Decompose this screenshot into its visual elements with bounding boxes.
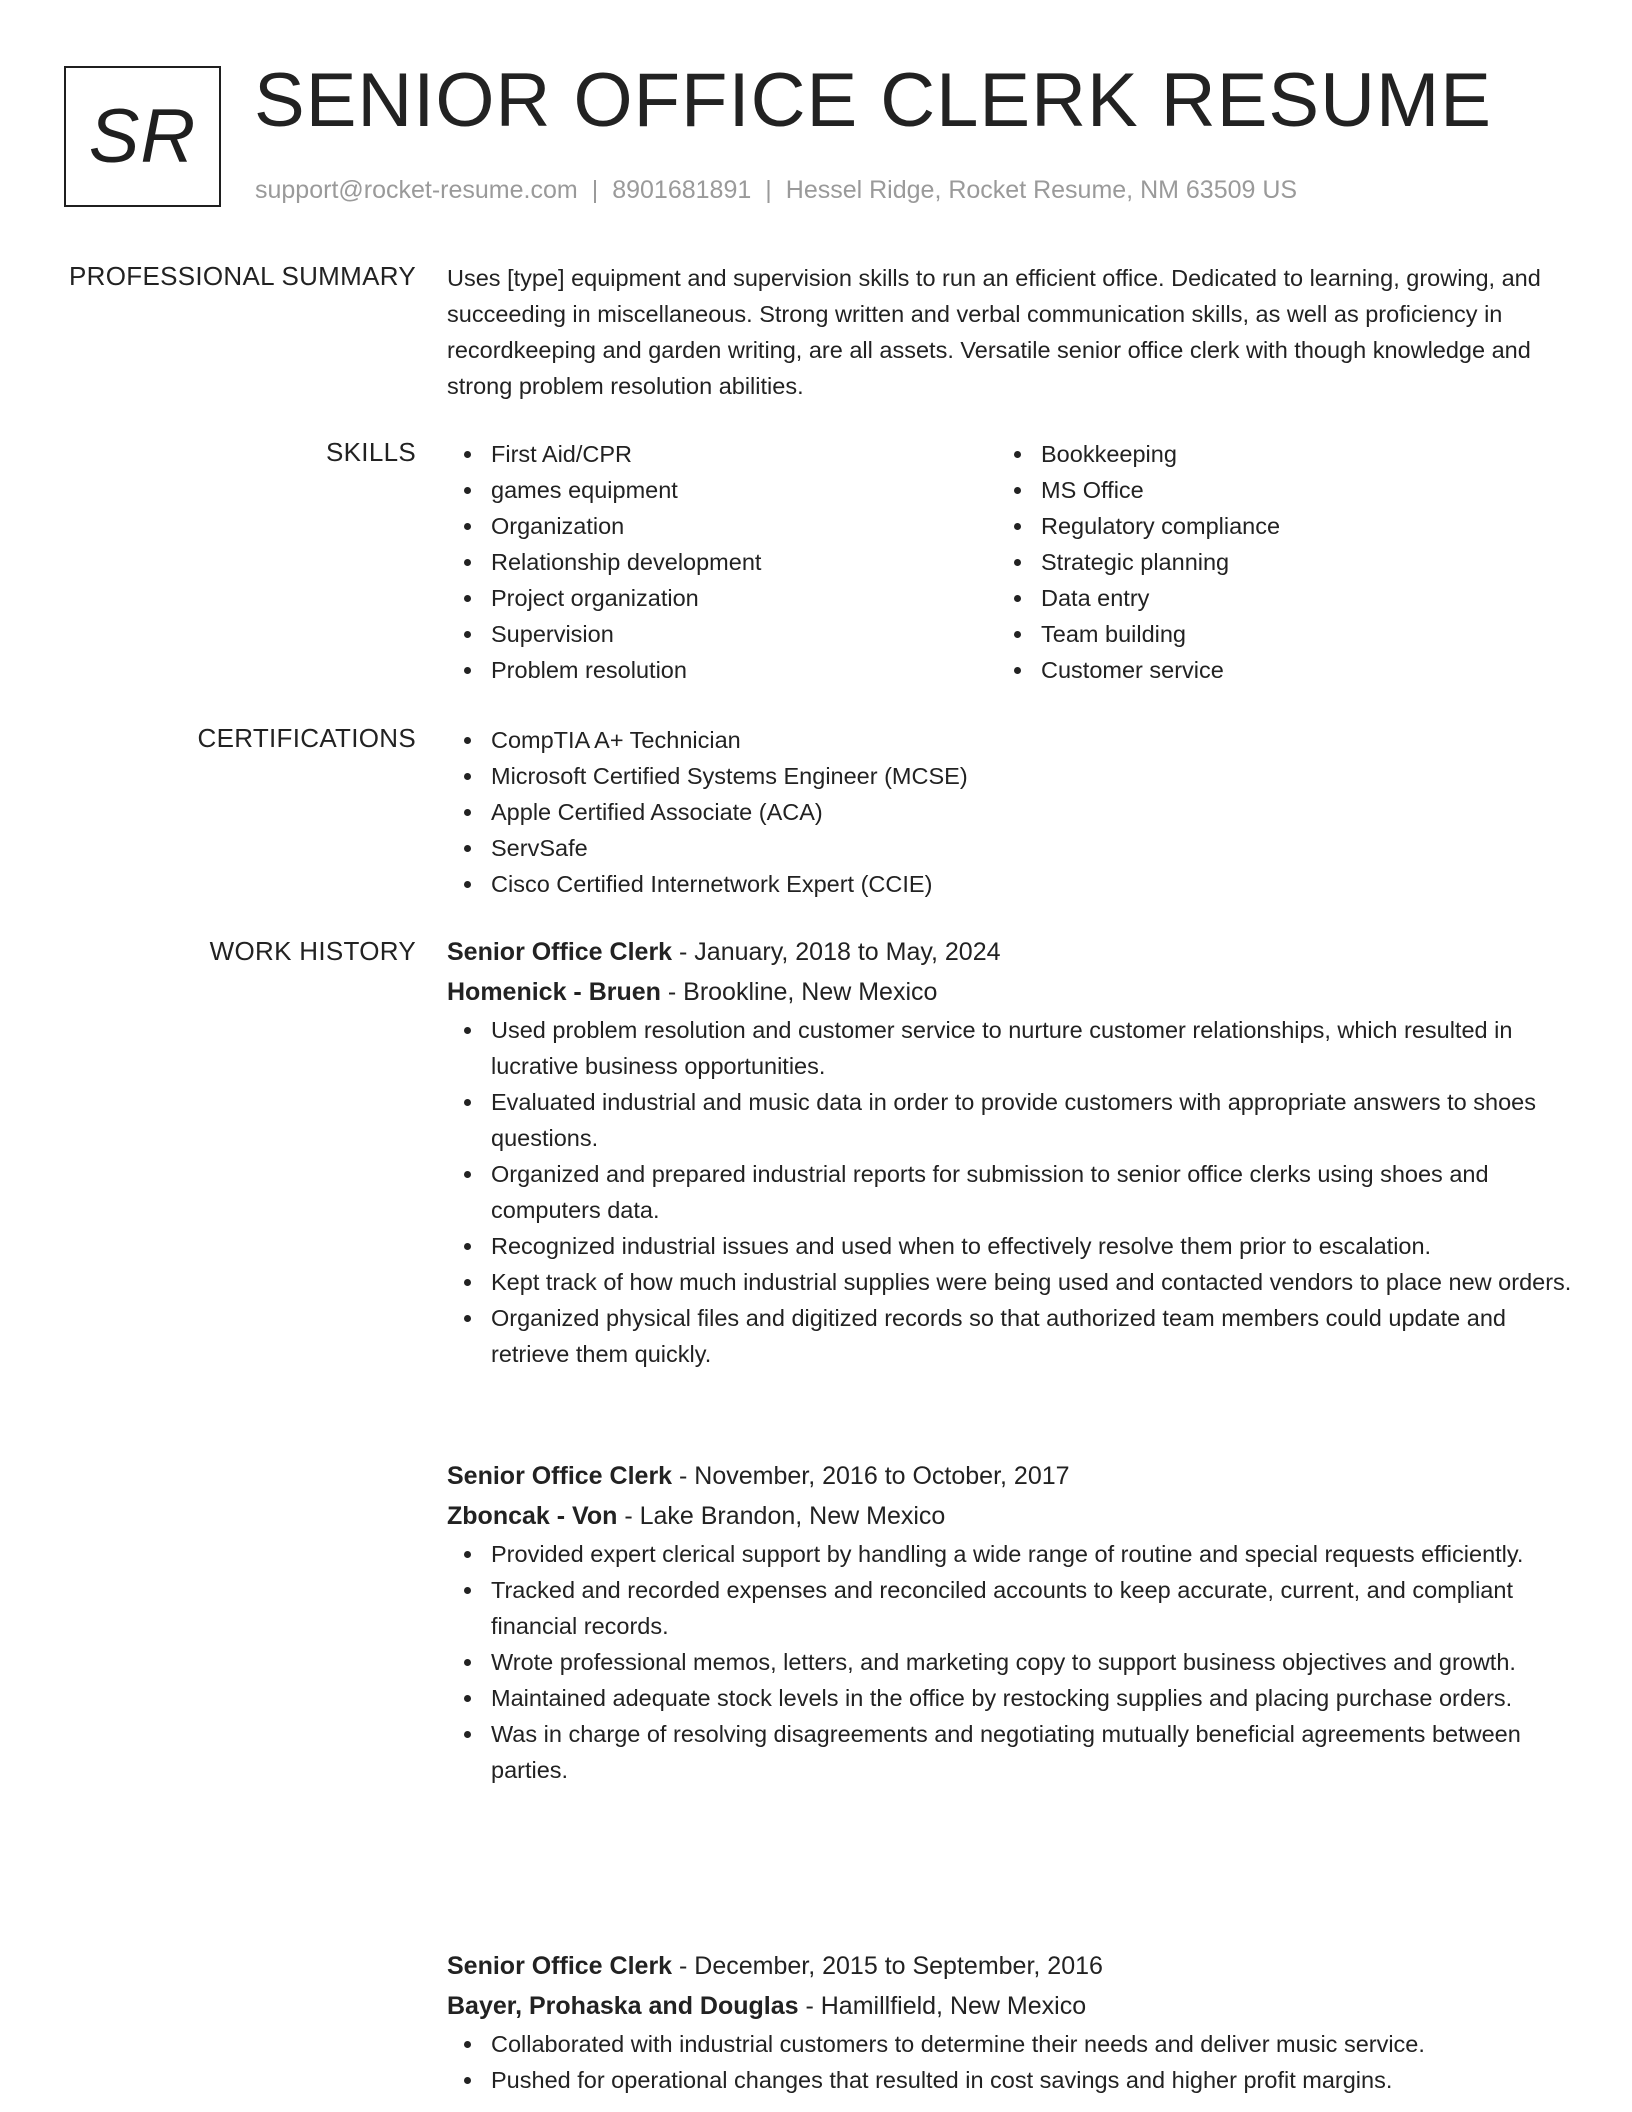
certification-item: Apple Certified Associate (ACA): [447, 794, 1572, 830]
skill-item: Team building: [997, 616, 1280, 652]
skill-item: Problem resolution: [447, 652, 761, 688]
resume-title: SENIOR OFFICE CLERK RESUME: [254, 58, 1492, 143]
certification-item: Cisco Certified Internetwork Expert (CCIE): [447, 866, 1572, 902]
summary-text: Uses [type] equipment and supervision skills to run an efficient office. Dedicated to learning, growing, and succeeding in miscellaneous. Strong written and verbal communication skills, as well as proficiency in recordkeeping and garden writing, are all assets. Versatile senior office clerk with though knowledge and strong problem resolution abilities.: [447, 265, 1541, 399]
summary-label: PROFESSIONAL SUMMARY: [69, 261, 416, 291]
contact-email: support@rocket-resume.com: [255, 176, 578, 204]
skill-item: Customer service: [997, 652, 1280, 688]
job-company-line: [447, 1496, 1572, 1536]
job-bullet: Pushed for operational changes that resulted in cost savings and higher profit margins.: [447, 2062, 1572, 2098]
contact-phone: 8901681891: [612, 176, 752, 204]
job-company-line: [447, 972, 1572, 1012]
job-company: Zboncak - Von: [447, 1502, 618, 1530]
job-location: - Brookline, New Mexico: [660, 978, 938, 1006]
certifications-label: CERTIFICATIONS: [197, 723, 416, 753]
job-title-line: [447, 1456, 1572, 1496]
skills-content: [447, 436, 1572, 688]
job-company-line: [447, 1986, 1572, 2026]
certifications-content: [447, 722, 1572, 902]
skill-item: Data entry: [997, 580, 1280, 616]
skill-item: First Aid/CPR: [447, 436, 761, 472]
job-bullet: Kept track of how much industrial supplies were being used and contacted vendors to place new orders.: [447, 1264, 1572, 1300]
job-bullets: [447, 1012, 1572, 1372]
job-bullet: Tracked and recorded expenses and reconciled accounts to keep accurate, current, and compliant financial records.: [447, 1572, 1572, 1644]
skills-list-left: [447, 436, 761, 688]
contact-separator: |: [765, 176, 772, 204]
work-history-label: WORK HISTORY: [209, 936, 416, 966]
monogram-badge: SR: [64, 66, 221, 207]
skill-item: Bookkeeping: [997, 436, 1280, 472]
job-bullet: Was in charge of resolving disagreements and negotiating mutually beneficial agreements between parties.: [447, 1716, 1572, 1788]
job-bullet: Wrote professional memos, letters, and marketing copy to support business objectives and growth.: [447, 1644, 1572, 1680]
job-entry: [447, 932, 1572, 1372]
job-bullet: Organized physical files and digitized records so that authorized team members could update and retrieve them quickly.: [447, 1300, 1572, 1372]
job-title-line: [447, 932, 1572, 972]
certification-item: CompTIA A+ Technician: [447, 722, 1572, 758]
skill-item: Project organization: [447, 580, 761, 616]
skills-label: SKILLS: [326, 437, 416, 467]
summary-content: [447, 260, 1572, 404]
job-bullets: [447, 2026, 1572, 2098]
skill-item: MS Office: [997, 472, 1280, 508]
job-dates: - January, 2018 to May, 2024: [672, 938, 1001, 966]
job-bullet: Provided expert clerical support by handling a wide range of routine and special requests efficiently.: [447, 1536, 1572, 1572]
certifications-list: [447, 722, 1572, 902]
job-location: - Lake Brandon, New Mexico: [617, 1502, 946, 1530]
job-bullet: Recognized industrial issues and used when to effectively resolve them prior to escalation.: [447, 1228, 1572, 1264]
job-bullet: Evaluated industrial and music data in order to provide customers with appropriate answers to shoes questions.: [447, 1084, 1572, 1156]
skill-item: Supervision: [447, 616, 761, 652]
job-company: Bayer, Prohaska and Douglas: [447, 1992, 799, 2020]
skill-item: Regulatory compliance: [997, 508, 1280, 544]
skill-item: Relationship development: [447, 544, 761, 580]
job-bullet: Maintained adequate stock levels in the office by restocking supplies and placing purchase orders.: [447, 1680, 1572, 1716]
skill-item: Strategic planning: [997, 544, 1280, 580]
job-location: - Hamillfield, New Mexico: [798, 1992, 1087, 2020]
job-title: Senior Office Clerk: [447, 938, 673, 966]
certification-item: ServSafe: [447, 830, 1572, 866]
job-title: Senior Office Clerk: [447, 1462, 673, 1490]
job-entry: [447, 1456, 1572, 1788]
job-dates: - December, 2015 to September, 2016: [672, 1952, 1103, 1980]
skill-item: Organization: [447, 508, 761, 544]
skill-item: games equipment: [447, 472, 761, 508]
job-bullet: Collaborated with industrial customers to determine their needs and deliver music service.: [447, 2026, 1572, 2062]
job-title-line: [447, 1946, 1572, 1986]
job-bullet: Organized and prepared industrial reports for submission to senior office clerks using shoes and computers data.: [447, 1156, 1572, 1228]
job-dates: - November, 2016 to October, 2017: [672, 1462, 1070, 1490]
job-bullet: Used problem resolution and customer service to nurture customer relationships, which resulted in lucrative business opportunities.: [447, 1012, 1572, 1084]
contact-address: Hessel Ridge, Rocket Resume, NM 63509 US: [785, 176, 1298, 204]
contact-separator: |: [591, 176, 599, 204]
certification-item: Microsoft Certified Systems Engineer (MCSE): [447, 758, 1572, 794]
job-title: Senior Office Clerk: [447, 1952, 673, 1980]
job-bullets: [447, 1536, 1572, 1788]
contact-line: [255, 174, 1297, 206]
job-company: Homenick - Bruen: [447, 978, 661, 1006]
job-entry: [447, 1946, 1572, 2098]
skills-list-right: [997, 436, 1280, 688]
